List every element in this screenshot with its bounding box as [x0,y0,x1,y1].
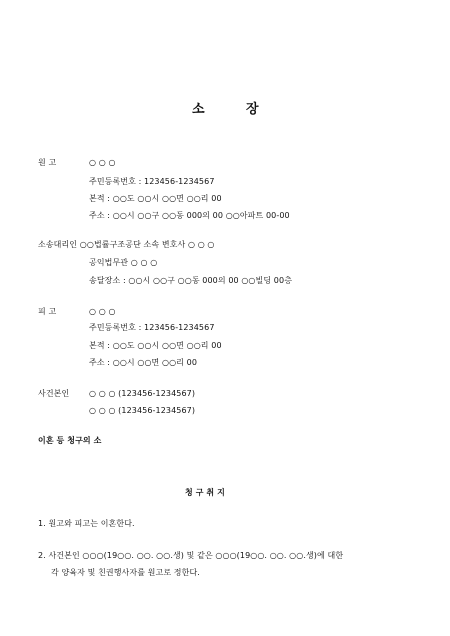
attorney-office: 공익법무관 ○ ○ ○ [89,258,158,267]
case-name: 이혼 등 청구의 소 [38,436,102,445]
plaintiff-label: 원 고 [38,158,57,167]
plaintiff-domicile: 본적 : ○○도 ○○시 ○○면 ○○리 00 [89,194,222,203]
defendant-label: 피 고 [38,307,57,316]
defendant-domicile: 본적 : ○○도 ○○시 ○○면 ○○리 00 [89,341,222,350]
plaintiff-name: ○ ○ ○ [89,158,116,167]
plaintiff-address: 주소 : ○○시 ○○구 ○○동 000의 00 ○○아파트 00-00 [89,211,290,220]
defendant-address: 주소 : ○○시 ○○면 ○○리 00 [89,358,198,367]
principal-1: ○ ○ ○ (123456-1234567) [89,389,196,398]
defendant-name: ○ ○ ○ [89,307,116,316]
attorney-service-address: 송달장소 : ○○시 ○○구 ○○동 000의 00 ○○빌딩 00층 [89,276,293,285]
title-char-2: 장 [246,102,259,117]
principal-2: ○ ○ ○ (123456-1234567) [89,406,196,415]
claim-title: 청 구 취 지 [185,488,225,497]
defendant-id: 주민등록번호 : 123456-1234567 [89,323,215,332]
principals-label: 사건본인 [38,389,70,398]
claim-item-1: 1. 원고와 피고는 이혼한다. [38,519,135,528]
claim-item-2-continued: 각 양육자 및 친권행사자를 원고로 정한다. [51,568,200,577]
claim-item-2: 2. 사건본인 ○○○(19○○. ○○. ○○.생) 및 같은 ○○○(19○○. ○○. ○○.생)에 대한 [38,551,344,560]
attorney-line: 소송대리인 ○○법률구조공단 소속 변호사 ○ ○ ○ [38,240,215,249]
title-char-1: 소 [192,102,205,117]
plaintiff-id: 주민등록번호 : 123456-1234567 [89,177,215,186]
